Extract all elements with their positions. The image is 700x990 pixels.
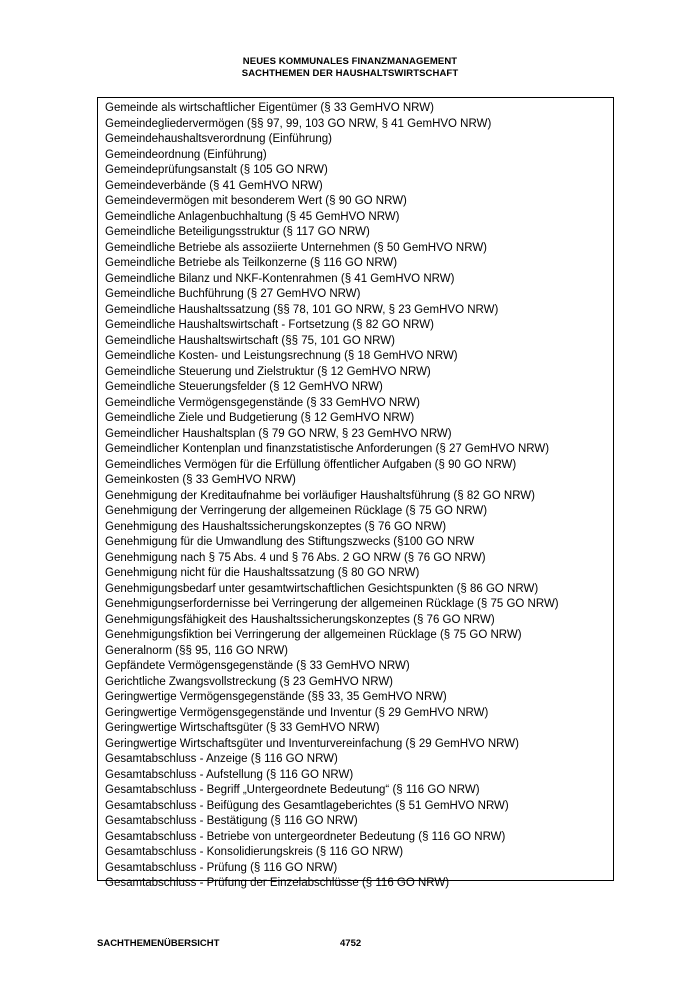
list-item: Gemeindegliedervermögen (§§ 97, 99, 103 GO NRW, § 41 GemHVO NRW) xyxy=(105,117,492,130)
list-item: Gemeindliches Vermögen für die Erfüllung öffentlicher Aufgaben (§ 90 GO NRW) xyxy=(105,458,517,471)
list-item: Gepfändete Vermögensgegenstände (§ 33 GemHVO NRW) xyxy=(105,660,410,672)
list-item: Genehmigungsfähigkeit des Haushaltssicherungskonzeptes (§ 76 GO NRW) xyxy=(105,613,495,626)
list-item: Gesamtabschluss - Prüfung der Einzelabschlüsse (§ 116 GO NRW) xyxy=(105,877,450,889)
list-item: Genehmigungsbedarf unter gesamtwirtschaftlichen Gesichtspunkten (§ 86 GO NRW) xyxy=(105,582,539,595)
list-item: Gemeindeordnung (Einführung) xyxy=(105,148,267,161)
list-item: Gemeindliche Betriebe als assoziierte Unternehmen (§ 50 GemHVO NRW) xyxy=(105,241,487,254)
list-item: Generalnorm (§§ 95, 116 GO NRW) xyxy=(105,644,289,657)
list-item: Genehmigung der Verringerung der allgemeinen Rücklage (§ 75 GO NRW) xyxy=(105,505,488,517)
list-item: Gemeindliche Ziele und Budgetierung (§ 12 GemHVO NRW) xyxy=(105,412,415,424)
list-item: Genehmigungsfiktion bei Verringerung der allgemeinen Rücklage (§ 75 GO NRW) xyxy=(105,629,522,641)
list-item: Gesamtabschluss - Beifügung des Gesamtlageberichtes (§ 51 GemHVO NRW) xyxy=(105,799,509,812)
footer-section-label: SACHTHEMENÜBERSICHT xyxy=(97,938,220,949)
list-item: Gemeindliche Betriebe als Teilkonzerne (§ 116 GO NRW) xyxy=(105,257,398,269)
list-item: Gemeindliche Vermögensgegenstände (§ 33 GemHVO NRW) xyxy=(105,396,420,409)
list-item: Gemeindeverbände (§ 41 GemHVO NRW) xyxy=(105,179,323,192)
list-item: Gemeindliche Anlagenbuchhaltung (§ 45 GemHVO NRW) xyxy=(105,210,400,223)
list-item: Genehmigungserfordernisse bei Verringerung der allgemeinen Rücklage (§ 75 GO NRW) xyxy=(105,598,559,610)
list-item: Geringwertige Vermögensgegenstände (§§ 33, 35 GemHVO NRW) xyxy=(105,691,447,703)
list-item: Gesamtabschluss - Begriff „Untergeordnete Bedeutung“ (§ 116 GO NRW) xyxy=(105,784,480,796)
list-item: Genehmigung der Kreditaufnahme bei vorläufiger Haushaltsführung (§ 82 GO NRW) xyxy=(105,489,535,502)
list-item: Genehmigung nach § 75 Abs. 4 und § 76 Abs. 2 GO NRW (§ 76 GO NRW) xyxy=(105,551,486,564)
list-item: Gemeindeprüfungsanstalt (§ 105 GO NRW) xyxy=(105,164,328,176)
header-title: NEUES KOMMUNALES FINANZMANAGEMENT xyxy=(242,56,458,67)
list-item: Gemeindlicher Kontenplan und finanzstatistische Anforderungen (§ 27 GemHVO NRW) xyxy=(105,443,550,455)
list-item: Geringwertige Wirtschaftsgüter und Inventurvereinfachung (§ 29 GemHVO NRW) xyxy=(105,737,519,750)
list-item: Gemeindliche Kosten- und Leistungsrechnung (§ 18 GemHVO NRW) xyxy=(105,350,458,362)
list-item: Gemeindliche Steuerungsfelder (§ 12 GemHVO NRW) xyxy=(105,381,383,393)
list-item: Gerichtliche Zwangsvollstreckung (§ 23 GemHVO NRW) xyxy=(105,675,394,688)
list-item: Geringwertige Vermögensgegenstände und Inventur (§ 29 GemHVO NRW) xyxy=(105,706,489,719)
list-item: Gesamtabschluss - Prüfung (§ 116 GO NRW) xyxy=(105,861,338,874)
list-item: Gemeindehaushaltsverordnung (Einführung) xyxy=(105,133,332,145)
list-item: Genehmigung für die Umwandlung des Stiftungszwecks (§100 GO NRW xyxy=(105,536,475,548)
list-item: Gemeindliche Haushaltswirtschaft - Fortsetzung (§ 82 GO NRW) xyxy=(105,319,434,331)
list-item: Gemeindliche Bilanz und NKF-Kontenrahmen (§ 41 GemHVO NRW) xyxy=(105,272,455,285)
page-number: 4752 xyxy=(340,938,362,949)
list-item: Gemeinkosten (§ 33 GemHVO NRW) xyxy=(105,474,296,486)
list-item: Genehmigung nicht für die Haushaltssatzung (§ 80 GO NRW) xyxy=(105,567,420,579)
list-item: Gemeindliche Steuerung und Zielstruktur (§ 12 GemHVO NRW) xyxy=(105,365,431,378)
list-item: Gesamtabschluss - Anzeige (§ 116 GO NRW) xyxy=(105,753,338,765)
list-item: Gemeinde als wirtschaftlicher Eigentümer (§ 33 GemHVO NRW) xyxy=(105,102,434,114)
list-item: Gesamtabschluss - Bestätigung (§ 116 GO NRW) xyxy=(105,815,358,827)
list-item: Gemeindlicher Haushaltsplan (§ 79 GO NRW, § 23 GemHVO NRW) xyxy=(105,427,452,440)
list-item: Gemeindliche Haushaltswirtschaft (§§ 75, 101 GO NRW) xyxy=(105,334,395,347)
list-item: Genehmigung des Haushaltssicherungskonzeptes (§ 76 GO NRW) xyxy=(105,520,447,533)
list-item: Gemeindliche Haushaltssatzung (§§ 78, 101 GO NRW, § 23 GemHVO NRW) xyxy=(105,303,499,316)
page-header xyxy=(0,56,700,80)
list-item: Gemeindevermögen mit besonderem Wert (§ 90 GO NRW) xyxy=(105,195,407,207)
topic-list-box xyxy=(97,97,614,889)
list-item: Gesamtabschluss - Betriebe von untergeordneter Bedeutung (§ 116 GO NRW) xyxy=(105,830,506,843)
list-item: Gemeindliche Beteiligungsstruktur (§ 117 GO NRW) xyxy=(105,226,370,238)
header-subtitle: SACHTHEMEN DER HAUSHALTSWIRTSCHAFT xyxy=(241,68,459,79)
list-item: Gesamtabschluss - Konsolidierungskreis (§ 116 GO NRW) xyxy=(105,846,404,858)
list-item: Gemeindliche Buchführung (§ 27 GemHVO NRW) xyxy=(105,288,361,300)
list-item: Geringwertige Wirtschaftsgüter (§ 33 GemHVO NRW) xyxy=(105,722,380,734)
list-item: Gesamtabschluss - Aufstellung (§ 116 GO NRW) xyxy=(105,768,354,781)
